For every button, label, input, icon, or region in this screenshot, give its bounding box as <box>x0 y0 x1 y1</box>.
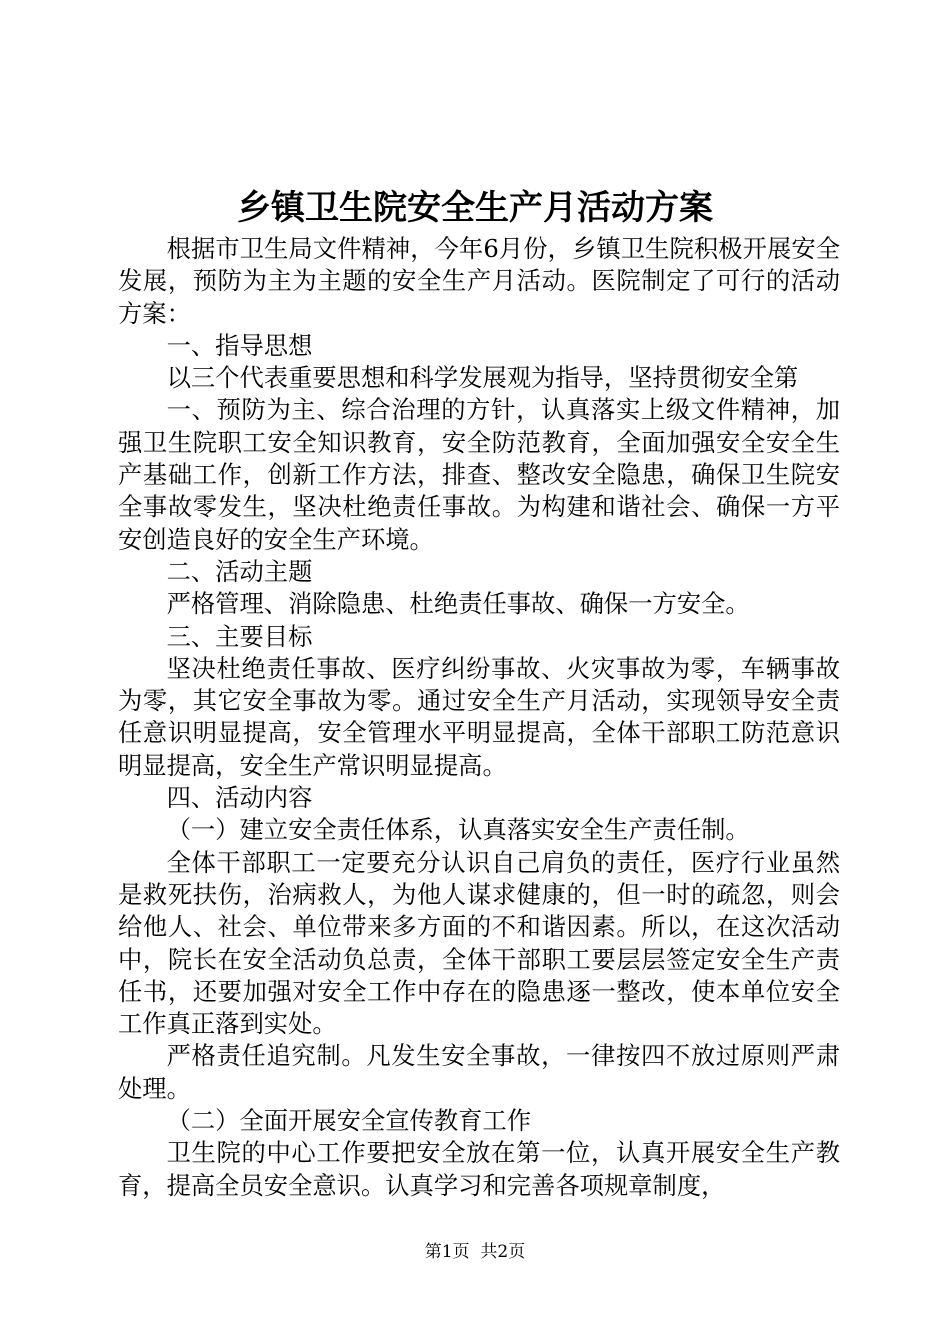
paragraph-guiding-policy: 一、预防为主、综合治理的方针，认真落实上级文件精神，加强卫生院职工安全知识教育，安全防范教育，全面加强安全安全生产基础工作，创新工作方法，排查、整改安全隐患，确保卫生院安全事故零发生，坚决杜绝责任事故。为构建和谐社会、确保一方平安创造良好的安全生产环境。 <box>118 395 840 554</box>
paragraph-goals: 坚决杜绝责任事故、医疗纠纷事故、火灾事故为零，车辆事故为零，其它安全事故为零。通过安全生产月活动，实现领导安全责任意识明显提高，安全管理水平明显提高，全体干部职工防范意识明显提高，安全生产常识明显提高。 <box>118 653 840 780</box>
paragraph-responsibility: 全体干部职工一定要充分认识自己肩负的责任，医疗行业虽然是救死扶伤，治病救人，为他人谋求健康的，但一时的疏忽，则会给他人、社会、单位带来多方面的不和谐因素。所以，在这次活动中，院长在安全活动负总责，全体干部职工要层层签定安全生产责任书，还要加强对安全工作中存在的隐患逐一整改，使本单位安全工作真正落到实处。 <box>118 847 840 1039</box>
page-number: 第1页 <box>424 1242 470 1262</box>
page-total: 共2页 <box>480 1242 526 1262</box>
page-footer <box>0 1240 950 1264</box>
paragraph-guiding-thought: 以三个代表重要思想和科学发展观为指导，坚持贯彻安全第 <box>166 363 799 393</box>
paragraph-intro: 根据市卫生局文件精神，今年6月份，乡镇卫生院积极开展安全发展，预防为主为主题的安全生产月活动。医院制定了可行的活动方案： <box>118 234 840 328</box>
paragraph-education: 卫生院的中心工作要把安全放在第一位，认真开展安全生产教育，提高全员安全意识。认真学习和完善各项规章制度， <box>118 1138 840 1200</box>
subheading-responsibility: （一）建立安全责任体系，认真落实安全生产责任制。 <box>166 815 750 845</box>
subheading-education: （二）全面开展安全宣传教育工作 <box>166 1106 532 1136</box>
document-body <box>118 233 840 1202</box>
section-heading-content: 四、活动内容 <box>166 783 313 813</box>
document-title: 乡镇卫生院安全生产月活动方案 <box>237 188 713 228</box>
paragraph-theme: 严格管理、消除隐患、杜绝责任事故、确保一方安全。 <box>166 589 750 619</box>
section-heading-guiding-thought: 一、指导思想 <box>166 330 313 360</box>
section-heading-goals: 三、主要目标 <box>166 621 313 651</box>
paragraph-accountability: 严格责任追究制。凡发生安全事故，一律按四不放过原则严肃处理。 <box>118 1041 840 1103</box>
section-heading-theme: 二、活动主题 <box>166 556 313 586</box>
